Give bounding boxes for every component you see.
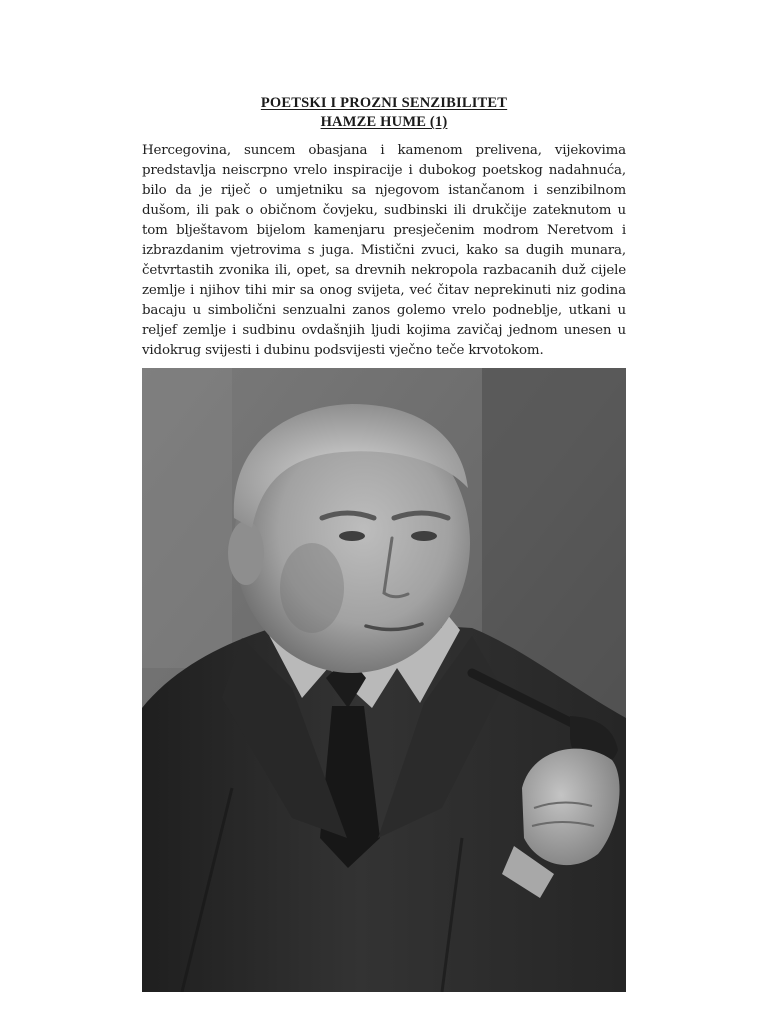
ear (228, 521, 264, 585)
left-eye (339, 531, 365, 541)
title-line-2: HAMZE HUME (1) (320, 114, 448, 130)
cheek-shadow (280, 543, 344, 633)
document-title (142, 94, 626, 132)
body-paragraph: Hercegovina, suncem obasjana i kamenom prelivena, vijekovima predstavlja neiscrpno vrelo inspiracije i dubokog poetskog nadahnuća, bilo da je riječ o umjetniku sa njegovom istančanom i senzibilnom dušom, ili pak o običnom čovjeku, sudbinski ili drukčije zateknutom u tom blještavom bijelom kamenjaru presječenim modrom Neretvom i izbrazdanim vjetrovima s juga. Mistični zvuci, kako sa dugih munara, četvrtastih zvonika ili, opet, sa drevnih nekropola razbacanih duž cijele zemlje i njihov tihi mir sa onog svijeta, već čitav neprekinuti niz godina bacaju u simbolični senzualni zanos golemo vrelo podneblje, utkani u reljef zemlje i sudbinu ovdašnjih ljudi kojima zavičaj jednom unesen u vidokrug svijesti i dubinu podsvijesti vječno teče krvotokom. (142, 143, 626, 358)
portrait-photo (142, 368, 626, 992)
title-line-1: POETSKI I PROZNI SENZIBILITET (260, 95, 508, 111)
portrait-illustration (142, 368, 626, 992)
background-highlight (142, 368, 232, 668)
right-eye (411, 531, 437, 541)
